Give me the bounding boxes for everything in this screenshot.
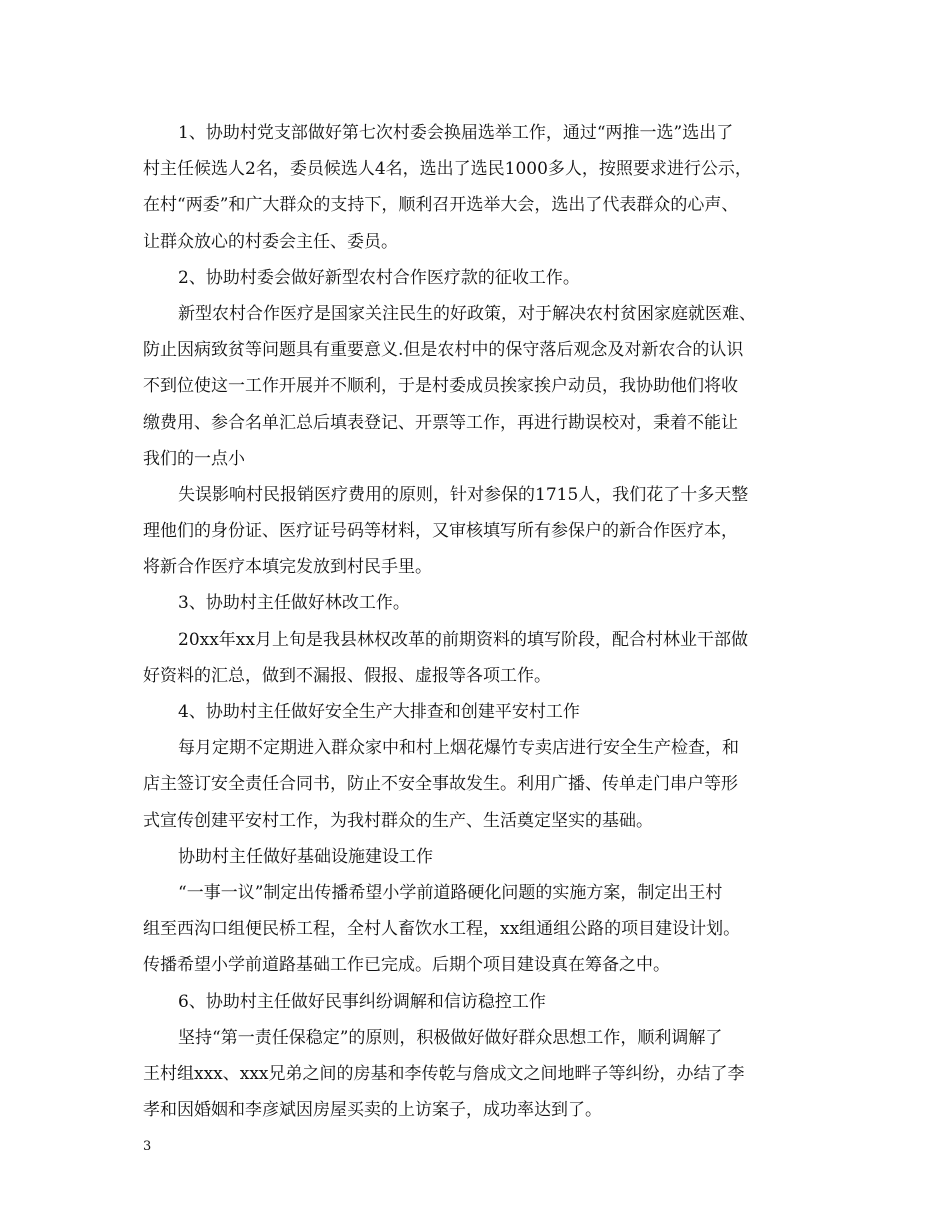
document-body xyxy=(143,115,819,1128)
text-line: 协助村主任做好基础设施建设工作 xyxy=(178,846,433,867)
text-line: 3、协助村主任做好林改工作。 xyxy=(178,593,410,614)
text-line: 王村组xxx、xxx兄弟之间的房基和李传乾与詹成文之间地畔子等纠纷，办结了李 xyxy=(143,1063,745,1084)
text-line: 理他们的身份证、医疗证号码等材料，又审核填写所有参保户的新合作医疗本， xyxy=(143,521,738,542)
text-line: 组至西沟口组便民桥工程，全村人畜饮水工程，xx组通组公路的项目建设计划。 xyxy=(143,919,741,940)
text-line: 防止因病致贫等问题具有重要意义.但是农村中的保守落后观念及对新农合的认识 xyxy=(143,340,744,361)
text-line: 不到位使这一工作开展并不顺利，于是村委成员挨家挨户动员，我协助他们将收 xyxy=(143,376,738,397)
text-line: 式宣传创建平安村工作，为我村群众的生产、生活奠定坚实的基础。 xyxy=(143,810,653,831)
text-line: 2、协助村委会做好新型农村合作医疗款的征收工作。 xyxy=(178,267,580,288)
text-line: 传播希望小学前道路基础工作已完成。后期个项目建设真在筹备之中。 xyxy=(143,955,670,976)
text-line: 失误影响村民报销医疗费用的原则，针对参保的1715人，我们花了十多天整 xyxy=(178,484,749,505)
text-line: 让群众放心的村委会主任、委员。 xyxy=(143,231,398,252)
text-line: 缴费用、参合名单汇总后填表登记、开票等工作，再进行勘误校对，秉着不能让 xyxy=(143,412,738,433)
text-line: 新型农村合作医疗是国家关注民生的好政策，对于解决农村贫困家庭就医难、 xyxy=(178,303,756,324)
text-line: 好资料的汇总，做到不漏报、假报、虚报等各项工作。 xyxy=(143,665,551,686)
text-line: 孝和因婚姻和李彦斌因房屋买卖的上访案子，成功率达到了。 xyxy=(143,1100,602,1121)
text-line: 村主任候选人2名，委员候选人4名，选出了选民1000多人，按照要求进行公示， xyxy=(143,159,752,180)
page-number: 3 xyxy=(143,1139,152,1154)
text-line: “一事一议”制定出传播希望小学前道路硬化问题的实施方案，制定出王村 xyxy=(178,882,723,903)
text-line: 将新合作医疗本填完发放到村民手里。 xyxy=(143,557,432,578)
text-line: 坚持“第一责任保稳定”的原则，积极做好做好群众思想工作，顺利调解了 xyxy=(178,1027,723,1048)
text-line: 4、协助村主任做好安全生产大排查和创建平安村工作 xyxy=(178,702,580,722)
text-line: 1、协助村党支部做好第七次村委会换届选举工作，通过“两推一选”选出了 xyxy=(178,123,734,143)
text-line: 6、协助村主任做好民事纠纷调解和信访稳控工作 xyxy=(178,991,546,1012)
text-line: 20xx年xx月上旬是我县林权改革的前期资料的填写阶段，配合村林业干部做 xyxy=(178,629,748,650)
text-line: 在村“两委”和广大群众的支持下，顺利召开选举大会，选出了代表群众的心声、 xyxy=(143,195,739,216)
text-line: 我们的一点小 xyxy=(143,448,245,469)
text-line: 每月定期不定期进入群众家中和村上烟花爆竹专卖店进行安全生产检查，和 xyxy=(178,738,739,759)
text-line: 店主签订安全责任合同书，防止不安全事故发生。利用广播、传单走门串户等形 xyxy=(143,774,738,795)
